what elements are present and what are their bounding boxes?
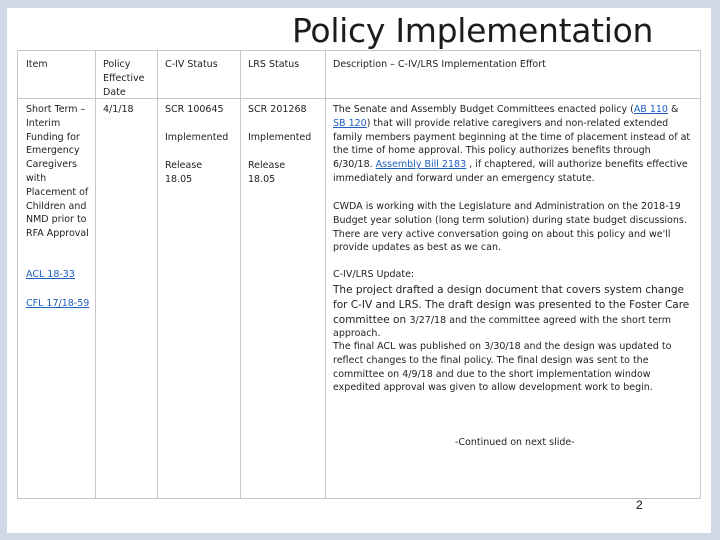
lrs-scr: SCR 201268 [248,104,307,115]
header-policy-effective-date: Policy Effective Date [103,59,145,98]
sb-120-link[interactable]: SB 120 [333,117,367,129]
civ-release: Release 18.05 [165,160,203,185]
header-item: Item [26,59,48,70]
description-text: ) that will provide relative caregivers and non-related extended family members payment beginning at the time of placement instead of at the time of home approval. This policy authorizes benefits through 6/30/18. [333,117,691,171]
column-divider [325,51,326,498]
description-text: , if chaptered, will authorize benefits effective immediately and forward under an emergency statute. [333,159,688,184]
header-civ-status: C-IV Status [165,59,218,70]
header-description: Description – C-IV/LRS Implementation Effort [333,59,546,70]
effective-date: 4/1/18 [103,104,134,115]
assembly-bill-link[interactable]: Assembly Bill 2183 [375,159,467,171]
column-divider [95,51,96,498]
description-update-heading: C-IV/LRS Update: [333,269,415,280]
description-cwda: CWDA is working with the Legislature and Administration on the 2018-19 Budget year solution (long term solution) during state budget discussions. There are very active conversation going on about this policy and we'll provide updates as best as we can. [333,201,687,254]
column-divider [157,51,158,498]
description-text: & [667,104,679,115]
description-text: The project drafted a design document that covers system change for C-IV and LRS. The draft design was presented to the Foster Care committee on [333,284,690,326]
civ-scr: SCR 100645 [165,104,224,115]
lrs-release: Release 18.05 [248,160,286,185]
column-divider [240,51,241,498]
header-lrs-status: LRS Status [248,59,300,70]
page-number: 2 [636,498,643,512]
continued-note: -Continued on next slide- [455,437,575,448]
page-title: Policy Implementation [292,11,654,50]
acl-link[interactable]: ACL 18-33 [26,269,75,280]
description-text: 3/27/18 and the committee agreed with the short term approach. [333,314,672,340]
civ-status: Implemented [165,132,229,143]
item-name: Short Term – Interim Funding for Emergency Caregivers with Placement of Children and NMD prior to RFA Approval [26,104,89,240]
lrs-status: Implemented [248,132,312,143]
cfl-link[interactable]: CFL 17/18-59 [26,298,90,309]
description-policy [333,103,693,186]
ab-110-link[interactable]: AB 110 [633,104,668,115]
description-text: The Senate and Assembly Budget Committees enacted policy ( [333,104,634,115]
description-update [333,283,697,341]
description-final-acl: The final ACL was published on 3/30/18 and the design was updated to reflect changes to the final policy. The final design was sent to the committee on 4/9/18 and due to the short implementation window expedited approval was given to allow development work to begin. [333,341,672,394]
policy-table [17,50,701,499]
